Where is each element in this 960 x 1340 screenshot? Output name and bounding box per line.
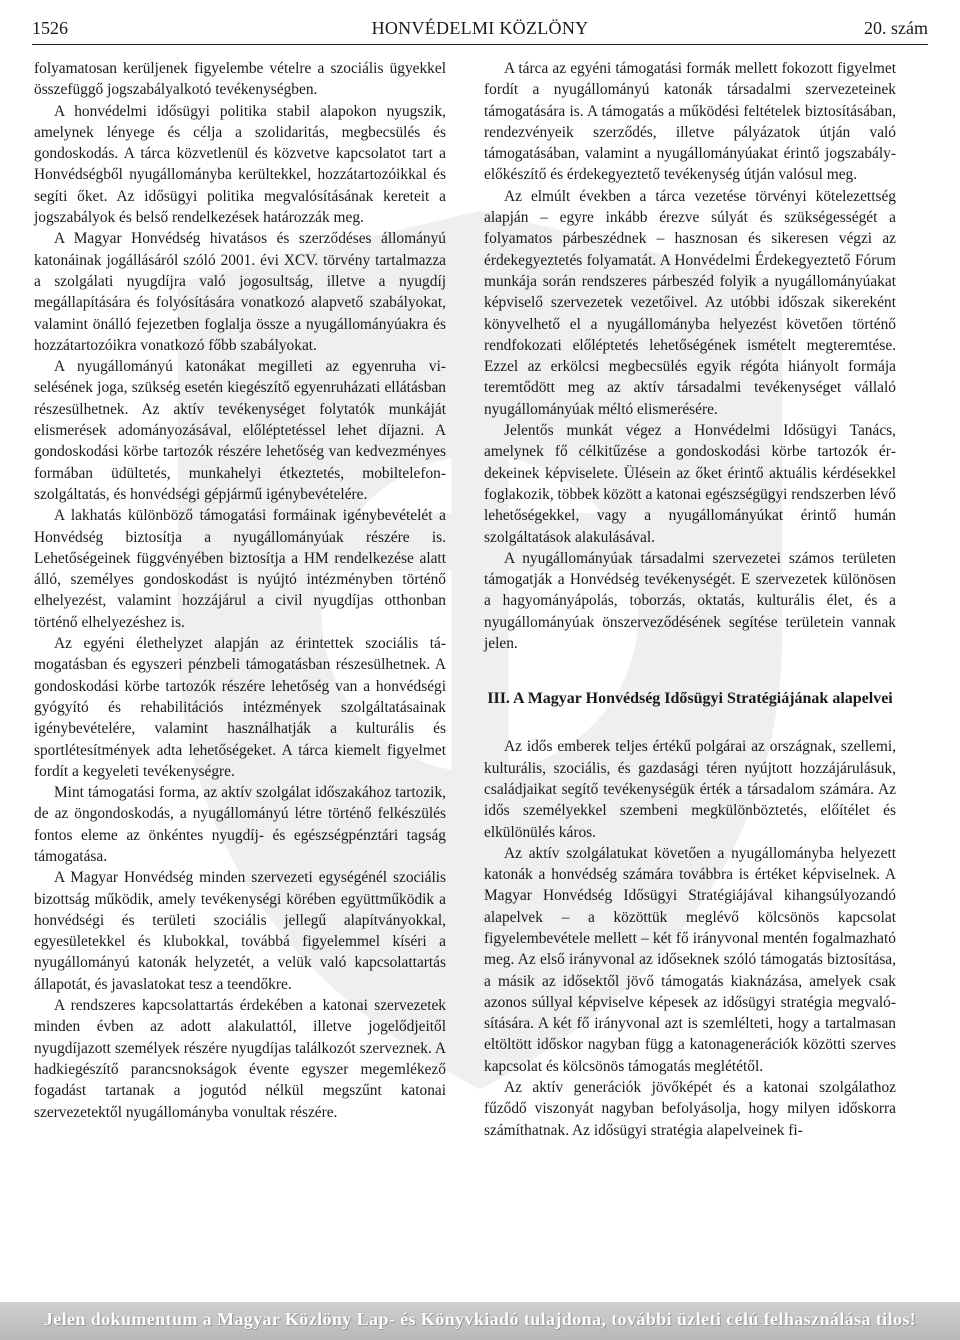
right-column-upper-text: [484, 58, 896, 654]
right-column-lower-text: [484, 736, 896, 1141]
paragraph: A tárca az egyéni támogatási formák mellett fokozott figyelmet fordít a nyugállományú katonák társadalmi szervezeteinek támogatására is. A támogatás a működési feltételek biztosításában, rendezvényeik szerződés, illetve pályázatok útján való támogatásában, valamint a nyugállományúakat érintő jogszabály-előkészítő és érdekegyeztető tevékenység útján valósul meg.: [484, 60, 896, 184]
paragraph: Az idős emberek teljes értékű polgárai az országnak, szellemi, kulturális, szociális, és gazdasági téren nyújtott hozzájárulásuk, családjaikat segítő tevékenységük érték a társadalom számára. Az idős személyekkel szembeni megkülönböztetés, előítélet és elkülönülés káros.: [484, 738, 896, 841]
paragraph: A Magyar Honvédség minden szervezeti egységénél szociális bizottság működik, amely tevékenységi körében együttműködik a honvédségi és területi szociális jellegű alapítványokkal, egyesületekkel és klubokkal, továbbá figyelemmel kíséri a nyugállományú katonák helyzetét, a velük való kapcsolattartás állapotát, és javaslatokat tesz a teendőkre.: [34, 869, 446, 993]
paragraph: Az elmúlt években a tárca vezetése törvényi kötelezettség alapján – egyre inkább érezve súlyát és szükségességét a folyamatos párbeszédnek – hasznosan és sikeresen végzi az érdekegyeztetés folyamatát. A Honvédelmi Érdekegyeztető Fórum munkája során rendszeres párbeszéd folyik a nyugállományúakat képviselő szervezetek vezetőivel. Az utóbbi időszak sikereként könyvelhető el a nyugállományba helyezést követően történő rendfokozati előléptetés lehetőségének ismételt megteremtése. Ezzel az erkölcsi megbecsülés egyik régóta hiányolt formája teremtődött meg az aktív társadalmi tevékenységet vállaló nyugállományúak méltó elismerésére.: [484, 187, 896, 418]
paragraph: Az aktív szolgálatukat követően a nyugállományba helyezett katonák a honvédség számára továbbra is értéket képviselnek. A Magyar Honvédség Idősügyi Stratégiájával kihangsúlyozandó alapelvek – a közöttük meglévő kölcsönös kapcsolat figyelembevétele mellett – két fő irányvonal mentén fogalmazható meg. Az első irányvonal az időseknek szóló támogatás biztosítása, a másik az idősektől jövő támogatás kiaknázása, amelyek csak azonos súllyal képviselve képesek az idősügyi stratégia megvalósítására. A két fő irányvonal azt is szemlélteti, hogy a tartalmasan eltöltött időskor nagyban függ a katonagenerációk közötti szerves kapcsolat és kölcsönös támogatás meglététől.: [484, 844, 896, 1075]
journal-title: HONVÉDELMI KÖZLÖNY: [371, 18, 589, 38]
paragraph: Az aktív generációk jövőképét és a katonai szolgálathoz fűződő viszonyát nagyban befolyásolja, hogy milyen időskorra számíthatnak. Az idősügyi stratégia alapelveinek fi-: [484, 1079, 896, 1139]
paragraph: A Magyar Honvédség hivatásos és szerződéses állományú katonáinak jogállásáról szóló 2001. évi XCV. törvény tartalmazza a szolgálati nyugdíjra való jogosultság, illetve a nyugdíj megállapítására és folyósítására vonatkozó alapvető szabályokat, valamint önálló fejezetben foglalja össze a nyugállományúakra és hozzátartozóikra vonatkozó főbb szabályokat.: [34, 230, 446, 354]
paragraph: Mint támogatási forma, az aktív szolgálat időszakához tartozik, de az öngondoskodás, a nyugállományú létre történő felkészülés fontos eleme az önkéntes nyugdíj- és egészségpénztári tagság támogatása.: [34, 784, 446, 865]
paragraph: A lakhatás különböző támogatási formáinak igénybevételét a Honvédség biztosítja a nyugállományúak részére is. Lehetőségeinek függvényében biztosítja a HM rendelkezése alatt álló, személyes gondoskodást is nyújtó intézményben történő elhelyezést, valamint hozzájárul a civil nyugdíjas otthonban történő elhelyezéshez is.: [34, 507, 446, 631]
page-header: [32, 14, 928, 42]
paragraph: A rendszeres kapcsolattartás érdekében a katonai szervezetek minden évben az adott alakulattól, illetve jogelődjeitől nyugdíjazott személyek részére nyugdíjas találkozót szerveznek. A hadkiegészítő parancsnokságok évente egyszer megemlékező fogadást tartanak a jogutód nélkül megszűnt katonai szervezetektől nyugállományba vonultak részére.: [34, 997, 446, 1121]
paragraph: A honvédelmi idősügyi politika stabil alapokon nyugszik, amelynek lényege és célja a szolidaritás, megbecsülés és gondoskodás. A tárca közvetlenül és közvetve kapcsolatot tart a Honvédségből nyugállományba kerültekkel, hozzátartozóikkal és segíti őket. Az idősügyi politika megvalósításának kereteit a jogszabályok és belső rendelkezések határozzák meg.: [34, 102, 446, 227]
right-column: [484, 58, 896, 1141]
page-number: 1526: [32, 18, 68, 38]
paragraph: folyamatosan kerüljenek figyelembe vételre a szociális ügyekkel összefüggő jogszabályalkotó tevékenységben.: [34, 60, 446, 99]
paragraph: A nyugállományúak társadalmi szervezetei számos területen támogatják a Honvédség tevékenységét. E szervezetek különösen a hagyományápolás, toborzás, oktatás, kulturális élet, és a nyugállományúak önszerveződésének segítése területein vannak jelen.: [484, 549, 896, 653]
left-column: [34, 58, 446, 1123]
footer-banner: [0, 1302, 960, 1340]
paragraph: Jelentős munkát végez a Honvédelmi Idősügyi Tanács, amelynek fő célkitűzése a gondoskodási körbe tartozók érdekeinek képviselete. Ülésein az őket érintő aktuális kérdésekkel foglakozik, többek között a katonai egészségügyi rendszerben lévő lehetőségekkel, vagy a nyugállományúkat érintő humán szolgáltatások alakulásával.: [484, 422, 896, 546]
issue-number: 20. szám: [864, 18, 928, 38]
paragraph: A nyugállományú katonákat megilleti az egyenruha viselésének joga, szükség esetén kiegészítő egyenruházati ellátásban részesülhetnek. Az aktív tevékenységet folytatók munkáját elismerések adományozásával, előléptetéssel lehet díjazni. A gondoskodási körbe tartozók részére lehetőség van kedvezményes formában üdültetés, munkahelyi étkeztetés, mobiltelefon-szolgáltatás, és honvédségi gépjármű igénybevételére.: [34, 358, 446, 503]
paragraph: Az egyéni élethelyzet alapján az érintettek szociális támogatásban és egyszeri pénzbeli támogatásban részesülhetnek. A gondoskodási körbe tartozók részére lehetőség van a honvédségi gyógyító és rehabilitációs intézmények szolgáltatásainak igénybevételére, valamint használhatják a kulturális és sportlétesítmények adta lehetőségeket. A tárca kiemelt figyelmet fordít a kegyeleti tevékenységre.: [34, 635, 446, 780]
header-rule: [32, 44, 928, 45]
footer-watermark-text: Jelen dokumentum a Magyar Közlöny Lap- és Könyvkiadó tulajdona, további üzleti célú felhasználása tilos!: [43, 1309, 917, 1329]
section-heading: III. A Magyar Honvédség Idősügyi Stratégiájának alapelvei: [487, 690, 893, 708]
